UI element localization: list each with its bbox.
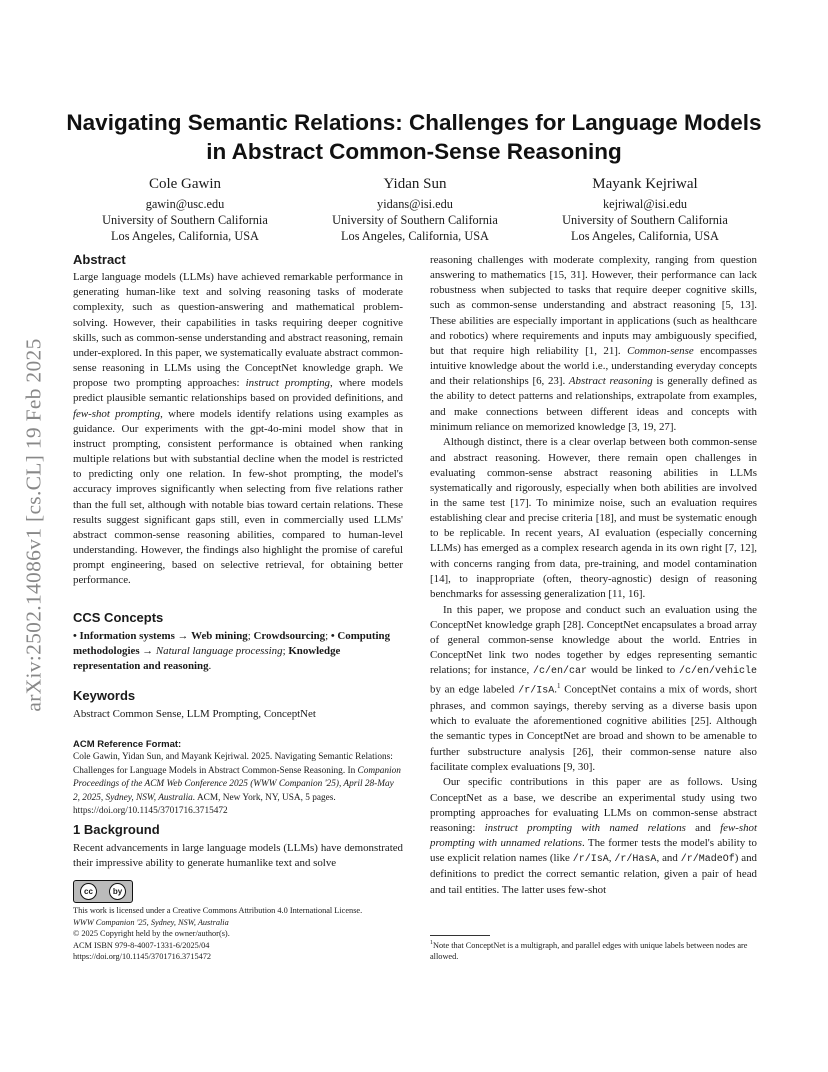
author-location: Los Angeles, California, USA (571, 229, 719, 243)
reference-text-part: Cole Gawin, Yidan Sun, and Mayank Kejriwal. 2025. Navigating Semantic Relations: Challenges for Language Models in Abstract Common-Sense Reasoning. In (73, 752, 393, 776)
ccs-term: Crowdsourcing (253, 630, 326, 643)
footnote-text: Note that ConceptNet is a multigraph, and parallel edges with unique labels between nodes are allowed. (430, 940, 748, 962)
text-run: and (685, 821, 721, 834)
text-run: would be linked to (586, 664, 679, 677)
ccs-term-italic: Natural language processing (155, 645, 283, 658)
text-run: encompasses intuitive knowledge about the world i.e., understanding everyday concepts and their relationships [6, 23]. (430, 344, 757, 388)
author-email: yidans@isi.edu (377, 197, 453, 211)
ccs-separator: ; (325, 630, 331, 643)
term-instruct-prompting: instruct prompting with named relations (484, 821, 686, 834)
text-run: by an edge labeled (430, 684, 519, 696)
creative-commons-badge[interactable] (73, 880, 133, 903)
keywords-section (73, 688, 403, 722)
cc-icon: cc (80, 883, 97, 900)
ccs-term: Knowledge representation and reasoning (73, 645, 341, 673)
intro-paragraph-4 (430, 775, 757, 897)
background-text: Recent advancements in large language models (LLMs) have demonstrated their impressive ability to generate humanlike text and solve (73, 842, 403, 870)
ccs-arrow: → (174, 630, 192, 643)
abstract-text (73, 270, 403, 588)
abstract-heading: Abstract (73, 252, 126, 267)
abstract-term-fewshot: few-shot prompting (73, 407, 161, 420)
author-3 (530, 173, 760, 244)
author-location: Los Angeles, California, USA (111, 229, 259, 243)
text-run: . (554, 684, 557, 696)
arxiv-id: arXiv:2502.14086v1 [cs.CL] 19 Feb 2025 (21, 338, 46, 712)
copyright-line: © 2025 Copyright held by the owner/author(s). (73, 929, 230, 939)
arxiv-sidebar-stamp (22, 290, 46, 760)
reference-text-part: ACM, New York, NY, USA, 5 pages. https://doi.org/10.1145/3701716.3715472 (73, 792, 336, 817)
code-relation-isa: /r/IsA (572, 854, 609, 866)
text-run: . The former tests the model's ability to use explicit relation names (like (430, 837, 757, 865)
text-run: , and (656, 852, 681, 865)
author-1 (70, 173, 300, 244)
text-run: Our specific contributions in this paper are as follows. Using ConceptNet as a base, we describe an experimental study using two prompting approaches for evaluating LLMs on common-sense abstract reasoning: (430, 776, 757, 834)
author-name: Mayank Kejriwal (592, 176, 698, 192)
license-block (73, 905, 403, 963)
background-section (73, 822, 403, 871)
paper-title (60, 108, 768, 166)
keywords-heading: Keywords (73, 688, 136, 703)
intro-paragraph-3 (430, 603, 757, 775)
footnote (430, 938, 757, 963)
ccs-separator: . (208, 660, 212, 673)
author-location: Los Angeles, California, USA (341, 229, 489, 243)
reference-heading: ACM Reference Format: (73, 739, 182, 750)
text-run: , (608, 852, 615, 865)
author-email: gawin@usc.edu (145, 197, 225, 211)
right-column-body (430, 253, 757, 898)
ccs-arrow: → (139, 645, 156, 658)
doi-link[interactable]: https://doi.org/10.1145/3701716.3715472 (73, 952, 212, 962)
author-name: Yidan Sun (383, 176, 447, 192)
ccs-term: • Computing methodologies (73, 630, 391, 658)
author-block (70, 173, 760, 244)
code-relation-madeof: /r/MadeOf (680, 854, 735, 866)
text-run: ConceptNet contains a mix of words, short phrases, and common sayings, thereby serving as a diverse basis upon which to evaluate the aforementioned cognitive abilities [25]. Although the semantic types in ConceptNet are broad and shown to be amenable to further substructure analysis [26], their common-sense nature also facilitate complex evaluations [9, 30]. (430, 684, 757, 773)
author-2 (300, 173, 530, 244)
ccs-section (73, 610, 403, 675)
text-run: reasoning challenges with moderate complexity, ranging from question answering to mathematics [15, 31]. However, their performance can lack robustness when subjected to tasks that require deeper cognitive skills, such as common-sense understanding and abstract reasoning [5, 13]. These abilities are especially important in applications (such as healthcare and robotics) where requirements and inputs may ambiguously specified, but that require high reliability [1, 21]. (430, 254, 757, 357)
by-attribution-icon: by (109, 883, 126, 900)
ccs-separator: ; (247, 630, 254, 643)
license-text: This work is licensed under a Creative Commons Attribution 4.0 International License. (73, 906, 363, 915)
intro-paragraph-2: Although distinct, there is a clear overlap between both common-sense and abstract reasoning. However, there remain open challenges in evaluating common-sense abstract reasoning abilities in LLMs systematically and rigorously, especially when both abilities are involved in the same test [17]. To minimize noise, such an evaluation requires establishing clear and precise criteria [18], and must be systematic enough to be replicable. In recent years, AI evaluation (especially concerning LLMs) has emerged as a complex research agenda in its own right [7, 12], with concerns ranging from data, pre-training, and model contamination [14], to inappropriate (often, theory-agnostic) design of reasoning benchmarks for assessing generalization [11, 16]. (430, 436, 757, 600)
intro-paragraph-1 (430, 253, 757, 435)
text-run: ) and definitions to predict the correct semantic relation, given a pair of head and tail entities. The latter uses few-shot (430, 852, 757, 896)
author-affiliation: University of Southern California (332, 213, 498, 227)
author-name: Cole Gawin (148, 176, 222, 192)
abstract-text-part: , where models identify relations using examples as guidance. Our experiments with the gpt-4o-mini model show that in instruct prompting, consistent performance is obtained when ranking multiple relations but with substantial decline when the model is restricted to predicting only one relation. In few-shot prompting, the model's accuracy improves significantly when selecting from five relations rather than the full set, although with notable bias toward certain relations. These results suggest significant gaps still, even in commercially used LLMs' abstract common-sense reasoning abilities, compared to human-level understanding. However, the findings also highlight the promise of careful prompt engineering, based on selective retrieval, for obtaining better performance. (73, 407, 403, 587)
ccs-text (73, 629, 403, 674)
abstract-term-instruct: instruct prompting (245, 377, 331, 390)
acm-reference-format (73, 738, 403, 818)
author-email: kejriwal@isi.edu (602, 197, 688, 211)
isbn-line: ACM ISBN 979-8-4007-1331-6/2025/04 (73, 940, 210, 950)
footnote-rule (430, 935, 490, 936)
abstract-section (73, 252, 403, 588)
author-affiliation: University of Southern California (562, 213, 728, 227)
conference-line: WWW Companion '25, Sydney, NSW, Australia (73, 917, 229, 927)
title-line-2: in Abstract Common-Sense Reasoning (206, 139, 622, 164)
ccs-term: • Information systems (73, 630, 175, 643)
term-fewshot-prompting: few-shot prompting with unnamed relations (430, 821, 758, 850)
abstract-text-part: Large language models (LLMs) have achieved remarkable performance in generating human-like text and solving reasoning tasks of moderate complexity, such as question-answering and mathematical problem-solving. However, their capabilities in tasks requiring deeper cognitive skills, such as common-sense understanding and abstract reasoning, remain under-explored. In this paper, we systematically evaluate abstract common-sense reasoning in LLMs using the ConceptNet knowledge graph. We propose two prompting approaches: (73, 271, 403, 390)
title-line-1: Navigating Semantic Relations: Challenges for Language Models (66, 110, 762, 135)
text-run: In this paper, we propose and conduct such an evaluation using the ConceptNet knowledge graph [28]. ConceptNet encapsulates a broad array of general common-sense knowledge about the world. Entries in ConceptNet link two nodes together by edges representing semantic relations; for instance, (430, 603, 757, 677)
text-run: is generally defined as the ability to detect patterns and relationships, extrapolate from examples, and make connections between different ideas and concepts with minimum reliance on memorized knowledge [3, 19, 27]. (430, 375, 757, 433)
term-abstract-reasoning: Abstract reasoning (568, 375, 653, 388)
footnote-marker[interactable]: 1 (556, 682, 561, 691)
term-common-sense: Common-sense (627, 344, 694, 357)
code-relation-isa: /r/IsA (518, 686, 555, 697)
ccs-heading: CCS Concepts (73, 610, 164, 625)
ccs-separator: ; (282, 645, 289, 658)
reference-text (73, 751, 403, 818)
code-node-car: /c/en/car (532, 666, 587, 678)
abstract-text-part: , where models predict plausible semantic relationships based on provided definitions, and (73, 377, 404, 405)
code-relation-hasa: /r/HasA (614, 854, 657, 866)
background-heading: 1 Background (73, 822, 160, 837)
code-node-vehicle: /c/en/vehicle (678, 666, 757, 678)
author-affiliation: University of Southern California (102, 213, 268, 227)
reference-venue: Companion Proceedings of the ACM Web Conference 2025 (WWW Companion '25), April 28-May 2, 2025, Sydney, NSW, Australia. (73, 765, 401, 803)
keywords-text: Abstract Common Sense, LLM Prompting, ConceptNet (73, 708, 316, 721)
footnote-number: 1 (430, 940, 433, 946)
ccs-term: Web mining (191, 630, 248, 643)
